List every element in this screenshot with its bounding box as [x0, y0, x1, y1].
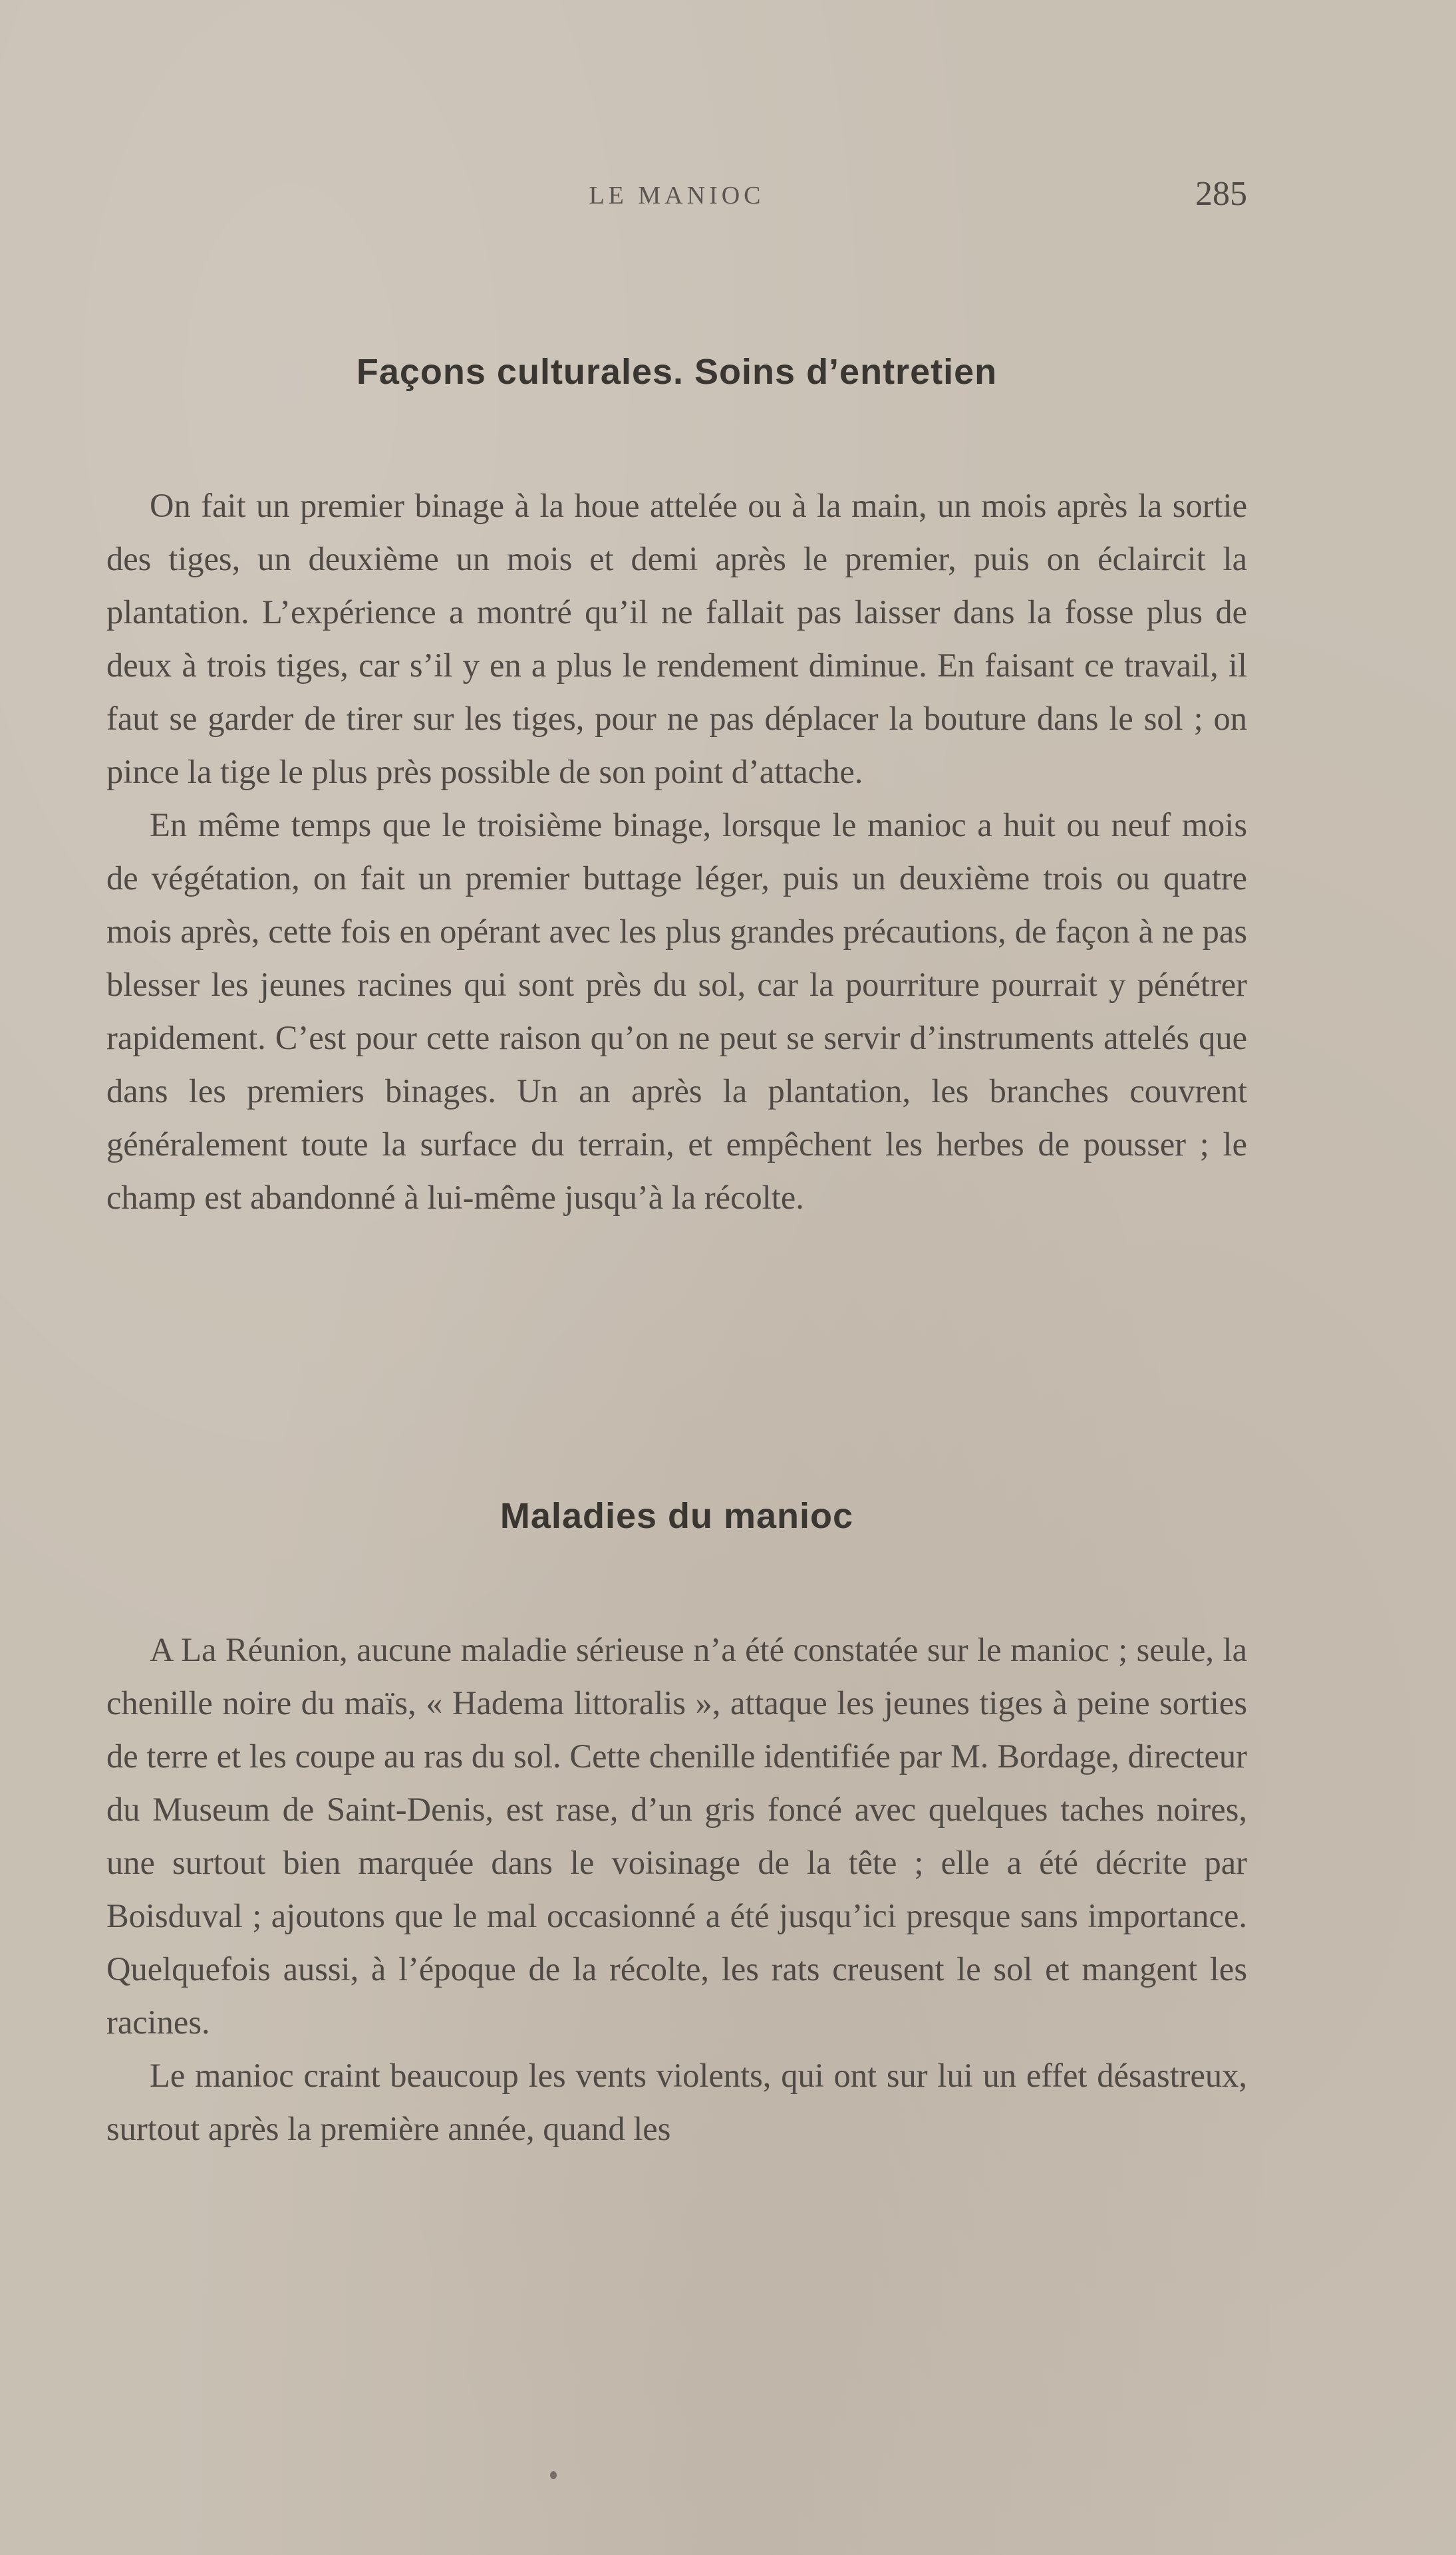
ink-speck — [550, 2471, 557, 2479]
section-heading: Maladies du manioc — [500, 1496, 854, 1536]
paragraph: A La Réunion, aucune maladie sérieuse n’a été constatée sur le manioc ; seule, la chenille noire du maïs, « Hadema littoralis », attaque les jeunes tiges à peine sorties de terre et les coupe au ras du sol. Cette chenille identifiée par M. Bordage, directeur du Museum de Saint-Denis, est rase, d’un gris foncé avec quelques taches noires, une surtout bien marquée dans le voisinage de la tête ; elle a été décrite par Boisduval ; ajoutons que le mal occasionné a été jusqu’ici presque sans importance. Quelquefois aussi, à l’époque de la récolte, les rats creusent le sol et mangent les racines. — [106, 1631, 1247, 2041]
running-head — [106, 174, 1247, 221]
paragraph: On fait un premier binage à la houe attelée ou à la main, un mois après la sortie des tiges, un deuxième un mois et demi après le premier, puis on éclaircit la plantation. L’expérience a montré qu’il ne fallait pas laisser dans la fosse plus de deux à trois tiges, car s’il y en a plus le rendement diminue. En faisant ce travail, il faut se garder de tirer sur les tiges, pour ne pas déplacer la bouture dans le sol ; on pince la tige le plus près possible de son point d’attache. — [106, 487, 1247, 790]
page-number: 285 — [1195, 175, 1247, 213]
section-maladies-du-manioc — [106, 1495, 1247, 2155]
section-facons-culturales — [106, 351, 1247, 1224]
section-heading: Façons culturales. Soins d’entretien — [356, 352, 998, 392]
paragraph: Le manioc craint beaucoup les vents violents, qui ont sur lui un effet désastreux, surtout après la première année, quand les — [106, 2057, 1247, 2147]
running-title: LE MANIOC — [589, 182, 765, 210]
paragraph: En même temps que le troisième binage, lorsque le manioc a huit ou neuf mois de végétation, on fait un premier buttage léger, puis un deuxième trois ou quatre mois après, cette fois en opérant avec les plus grandes précautions, de façon à ne pas blesser les jeunes racines qui sont près du sol, car la pourriture pourrait y pénétrer rapidement. C’est pour cette raison qu’on ne peut se servir d’instruments attelés que dans les premiers binages. Un an après la plantation, les branches couvrent généralement toute la surface du terrain, et empêchent les herbes de pousser ; le champ est abandonné à lui-même jusqu’à la récolte. — [106, 806, 1247, 1216]
